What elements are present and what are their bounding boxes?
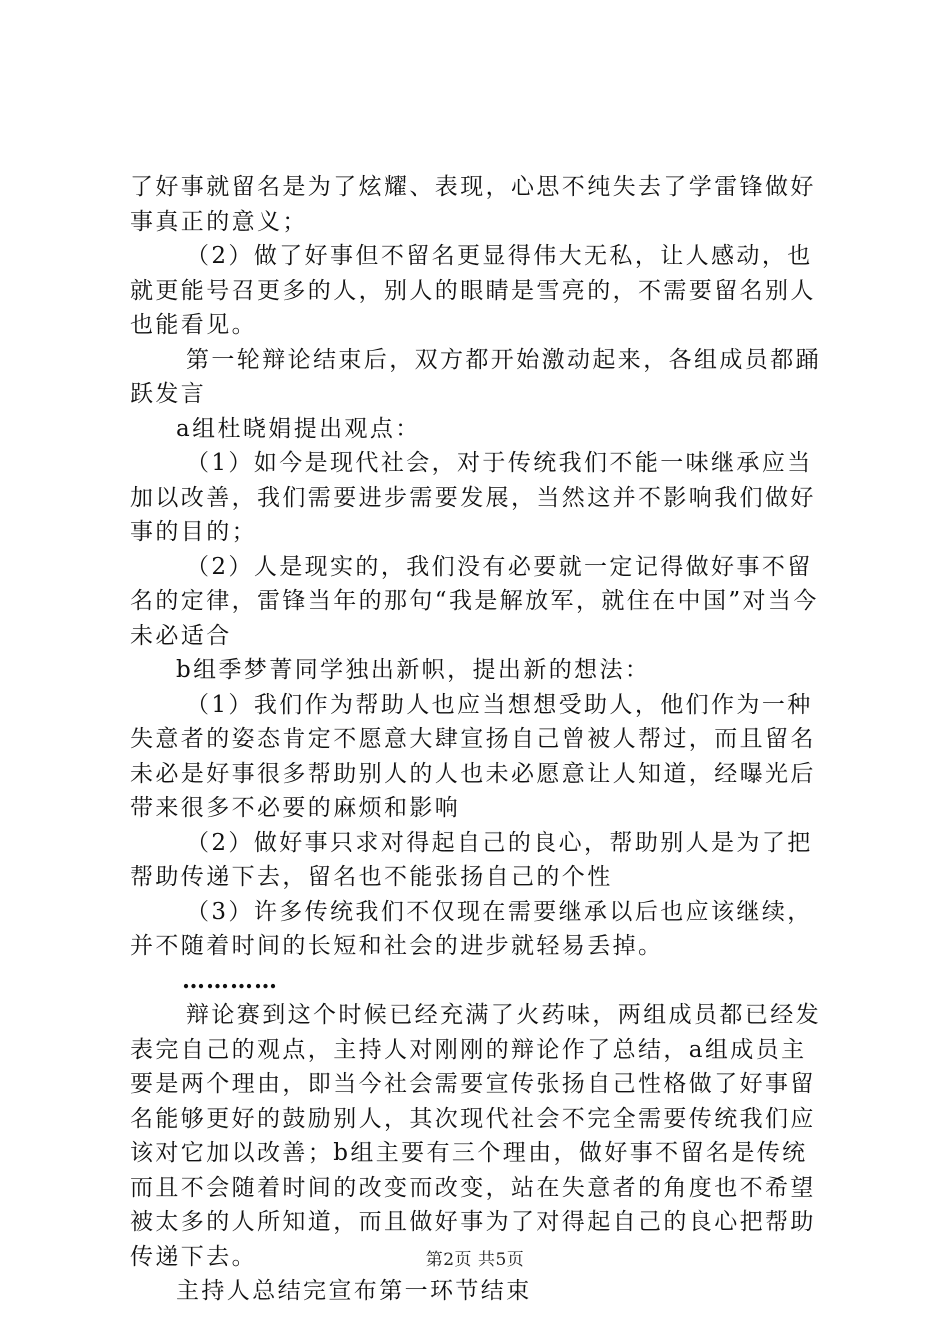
paragraph: 辩论赛到这个时候已经充满了火药味，两组成员都已经发表完自己的观点，主持人对刚刚的辩论作了总结，a组成员主要是两个理由，即当今社会需要宣传张扬自己性格做了好事留名能够更好的鼓励别人，其次现代社会不完全需要传统我们应该对它加以改善；b组主要有三个理由，做好事不留名是传统而且不会随着时间的改变而改变，站在失意者的角度也不希望被太多的人所知道，而且做好事为了对得起自己的良心把帮助传递下去。: [130, 1002, 821, 1270]
paragraph: 了好事就留名是为了炫耀、表现，心思不纯失去了学雷锋做好事真正的意义；: [130, 174, 816, 235]
ellipsis-divider: …………: [182, 966, 278, 994]
paragraph: 主持人总结完宣布第一环节结束: [176, 1278, 532, 1304]
paragraph: （1）我们作为帮助人也应当想想受助人，他们作为一种失意者的姿态肯定不愿意大肆宣扬自己曾被人帮过，而且留名未必是好事很多帮助别人的人也未必愿意让人知道，经曝光后带来很多不必要的麻烦和影响: [130, 691, 816, 821]
paragraph: a组杜晓娟提出观点：: [176, 415, 421, 442]
paragraph: （2）做了好事但不留名更显得伟大无私，让人感动，也就更能号召更多的人，别人的眼睛是雪亮的，不需要留名别人也能看见。: [130, 243, 816, 338]
paragraph: （1）如今是现代社会，对于传统我们不能一味继承应当加以改善，我们需要进步需要发展，当然这并不影响我们做好事的目的；: [130, 450, 816, 545]
paragraph: （3）许多传统我们不仅现在需要继承以后也应该继续，并不随着时间的长短和社会的进步就轻易丢掉。: [130, 898, 813, 959]
page-number-footer: 第2页 共5页: [425, 1250, 525, 1270]
paragraph: （2）做好事只求对得起自己的良心，帮助别人是为了把帮助传递下去，留名也不能张扬自己的个性: [130, 829, 813, 890]
document-body: [130, 170, 830, 1309]
paragraph: 第一轮辩论结束后，双方都开始激动起来，各组成员都踊跃发言: [130, 346, 821, 407]
paragraph: （2）人是现实的，我们没有必要就一定记得做好事不留名的定律，雷锋当年的那句“我是解放军，就住在中国”对当今未必适合: [130, 553, 819, 649]
paragraph: b组季梦菁同学独出新帜，提出新的想法：: [176, 657, 651, 683]
